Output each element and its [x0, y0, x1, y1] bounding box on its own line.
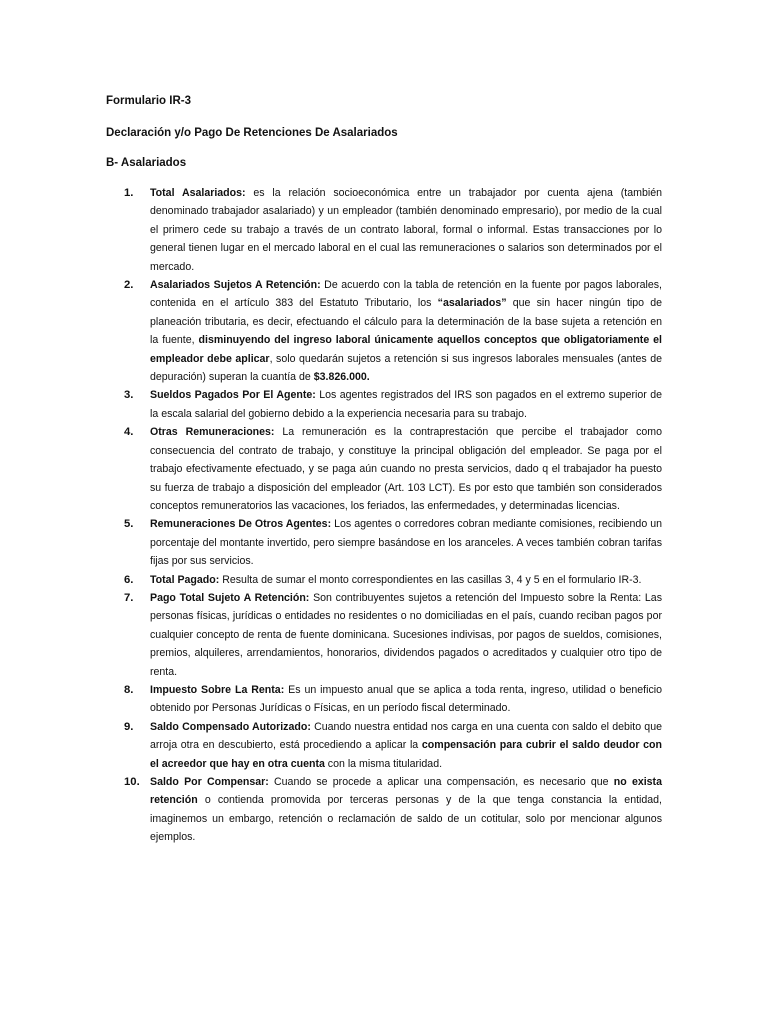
definitions-list [124, 184, 663, 847]
item-number: 6. [124, 573, 134, 586]
item-text: o contienda promovida por terceras personas y de la que tenga constancia la entidad, imaginemos un embargo, retención o reclamación de saldo de un cotitular, solo por mencionar algunos ejemplos. [150, 794, 662, 844]
item-number: 2. [124, 279, 134, 292]
list-item [124, 423, 662, 515]
item-number: 5. [124, 518, 134, 531]
list-item [124, 681, 662, 718]
list-item [124, 571, 662, 589]
item-text: Es un impuesto anual que se aplica a toda renta, ingreso, utilidad o beneficio obtenido por Personas Jurídicas o Físicas, en un período fiscal determinado. [150, 683, 662, 715]
item-emphasis: compensación para cubrir el saldo deudor con el acreedor que hay en otra cuenta [150, 739, 662, 770]
list-item [124, 386, 663, 423]
list-item [124, 515, 662, 570]
list-item [124, 773, 662, 847]
item-text: es la relación socioeconómica entre un trabajador por cuenta ajena (también denominado trabajador asalariado) y un empleador (también denominado empresario), por medio de la cual el primero cede su trabajo a través de un contrato laboral, formal o informal. Estas transacciones por lo general tienen lugar en el mercado laboral en el cual las remuneraciones o salarios son determinados por el mercado. [150, 187, 662, 273]
item-text: que sin hacer ningún tipo de planeación tributaria, es decir, efectuando el cálculo para la determinación de la base sujeta a retención en la fuente, [150, 297, 663, 347]
list-item [124, 589, 662, 681]
document-subtitle: Declaración y/o Pago De Retenciones De Asalariados [106, 127, 398, 139]
item-text: , solo quedarán sujetos a retención si sus ingresos laborales mensuales (antes de depuración) superan la cuantía de [150, 352, 662, 384]
item-emphasis: “asalariados” [437, 297, 507, 310]
list-item [124, 276, 663, 386]
item-text: Cuando nuestra entidad nos carga en una cuenta con saldo el debito que arroja otra en descubierto, está procediendo a aplicar la [150, 720, 662, 752]
item-text: Resulta de sumar el monto correspondientes en las casillas 3, 4 y 5 en el formulario IR-3. [219, 573, 642, 586]
item-text: con la misma titularidad. [324, 757, 443, 770]
item-text: Cuando se procede a aplicar una compensación, es necesario que [268, 776, 614, 788]
item-emphasis: no exista retención [150, 776, 662, 807]
item-title: Remuneraciones De Otros Agentes: [150, 518, 332, 531]
item-text: Son contribuyentes sujetos a retención del Impuesto sobre la Renta: Las personas físicas, jurídicas o entidades no residentes o no domiciliadas en el país, cuando reciban pagos por cualquier concepto de renta de fuente dominicana. Sucesiones indivisas, por pagos de sueldos, comisiones, premios, alquileres, arrendamientos, honorarios, dividendos pagados o acreditados y cualquier otro tipo de renta. [150, 591, 662, 678]
item-title: Impuesto Sobre La Renta: [150, 683, 285, 696]
item-title: Asalariados Sujetos A Retención: [150, 279, 321, 292]
item-title: Total Asalariados: [150, 187, 246, 199]
item-number: 9. [124, 720, 134, 733]
form-title: Formulario IR-3 [106, 95, 191, 107]
section-heading: B- Asalariados [106, 157, 187, 169]
item-title: Saldo Por Compensar: [150, 776, 269, 788]
list-item [124, 184, 662, 276]
item-number: 3. [124, 389, 134, 402]
item-text: La remuneración es la contraprestación que percibe el trabajador como consecuencia del contrato de trabajo, y constituye la principal obligación del empleador. Se paga por el trabajo efectivamente efectuado, y se paga aún cuando no presta servicios, dado q el trabajador ha puesto su fuerza de trabajo a disposición del empleador (Art. 103 LCT). Es por esto que también son considerados conceptos remuneratorios las vacaciones, los feriados, las enfermedades, y determinadas licencias. [150, 426, 662, 512]
item-text: Los agentes o corredores cobran mediante comisiones, recibiendo un porcentaje del montante invertido, pero siempre basándose en los aranceles. A veces también cobran tarifas fijas por sus servicios. [150, 518, 662, 568]
list-item [124, 718, 662, 773]
item-number: 10. [124, 776, 140, 788]
item-number: 4. [124, 426, 134, 439]
item-number: 7. [124, 591, 134, 604]
item-title: Otras Remuneraciones: [150, 426, 275, 439]
item-title: Pago Total Sujeto A Retención: [150, 591, 310, 604]
item-title: Total Pagado: [150, 573, 220, 586]
item-number: 8. [124, 683, 134, 696]
item-emphasis: $3.826.000. [313, 371, 370, 384]
item-text: Los agentes registrados del IRS son pagados en el extremo superior de la escala salarial del gobierno debido a la experiencia necesaria para su trabajo. [150, 389, 663, 420]
item-emphasis: disminuyendo del ingreso laboral únicamente aquellos conceptos que obligatoriamente el empleador debe aplicar [150, 334, 663, 365]
item-number: 1. [124, 187, 134, 199]
item-title: Sueldos Pagados Por El Agente: [150, 389, 316, 402]
item-text: De acuerdo con la tabla de retención en la fuente por pagos laborales, contenida en el artículo 383 del Estatuto Tributario, los [150, 279, 662, 310]
item-title: Saldo Compensado Autorizado: [150, 720, 311, 733]
